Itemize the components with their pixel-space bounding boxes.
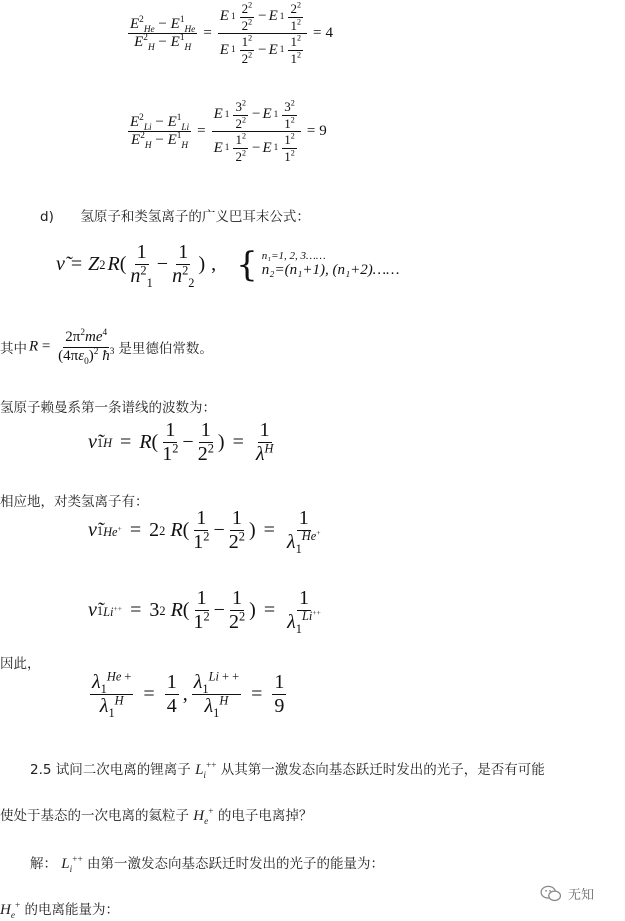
lyman-he-equation: ν̃ 1 He+ = 2 2 R ( $\frac{1}{1^2}$ − $\frac{1}{2^2}$ ) = $\frac{1}{\lambda_1^{He^+}}$ (88, 507, 321, 556)
watermark-label: 无知 (568, 888, 595, 903)
lyman-li-equation: ν̃ 1 Li++ = 3 2 R ( $\frac{1}{1^2}$ − $\frac{1}{2^2}$ ) = $\frac{1}{\lambda_1^{Li^{++}}}$ (88, 587, 321, 636)
ratio-he-den: 4 (166, 695, 177, 717)
equation-li-ratio: $\frac{E^2_{Li} - E^1_{Li}}{E^2_H - E^1_H}$ = E 1 $\frac{3^2}{2^2}$ − E 1 $\frac{3^2}{1^2}$ E 1 $\frac{1^2}{2^2}$ − E 1 $\frac{1^2}{1^2}$ = 9 (130, 98, 327, 164)
lyman-h-equation: ν̃ 1 H = R ( $\frac{1}{1^2}$ − $\frac{1}{2^2}$ ) = $\frac{1}{\lambda^H}$ (88, 419, 274, 465)
li-ratio-result: 9 (319, 123, 327, 140)
watermark (540, 884, 594, 903)
balmer-formula: ν̃ = Z 2 R ( $\frac{1}{n^2_1}$ − $\frac{1}{n^2_2}$ ) , { n₁=1, 2, 3…… n₂=(n₁+1), (n₁+2)…… (56, 241, 400, 290)
item-d-label: d) (40, 209, 54, 225)
problem-25-start: 2.5 试问二次电离的锂离子 (30, 762, 191, 778)
problem-25-cont: 使处于基态的一次电离的氦粒子 (0, 808, 189, 824)
li-lhs-fraction: $\frac{E^2_{Li} - E^1_{Li}}{E^2_H - E^1_H}$ (130, 112, 190, 152)
balmer-n2-range: n₂=(n₁+1), (n₁+2)…… (261, 262, 400, 279)
he-lhs-fraction: $\frac{E^2_{He} - E^1_{He}}{E^2_H - E^1_H}$ (130, 14, 196, 54)
he-rhs-fraction: E 1 $\frac{2^2}{2^2}$ − E 1 $\frac{2^2}{1^2}$ E 1 $\frac{1^2}{2^2}$ − E 1 $\frac{1^2}{1^2}$ (218, 2, 307, 66)
therefore-text: 因此， (0, 656, 41, 672)
problem-25-line1: 2.5 试问二次电离的锂离子 $L_i^{++}$ 从其第一激发态向基态跃迁时发出的光子，是否有可能 (30, 761, 545, 781)
solution-label: 解： (30, 856, 57, 872)
rydberg-line: 其中 R = $\frac{2\pi^2me^4}{(4\pi\varepsilon_0)^2 ħ^3}$ 是里德伯常数。 (0, 328, 213, 367)
lyman-h-text: 氢原子赖曼系第一条谱线的波数为： (0, 400, 216, 416)
ratio-he-num: 1 (166, 671, 177, 693)
li-rhs-fraction: E 1 $\frac{3^2}{2^2}$ − E 1 $\frac{3^2}{1^2}$ E 1 $\frac{1^2}{2^2}$ − E 1 $\frac{1^2}{1^2}$ (212, 100, 301, 164)
balmer-n1-range: n₁=1, 2, 3…… (261, 249, 326, 262)
ionization-text: 的电离能量为： (24, 902, 120, 918)
solution-text: 由第一激发态向基态跃迁时发出的光子的能量为： (87, 856, 385, 872)
rydberg-suffix: 是里德伯常数。 (118, 341, 213, 358)
problem-25-mid: 从其第一激发态向基态跃迁时发出的光子，是否有可能 (220, 762, 545, 778)
ratio-li-num: 1 (274, 671, 285, 693)
wechat-icon (540, 885, 562, 903)
ratio-li-den: 9 (274, 695, 285, 717)
ionization-line: $H_e^+$ 的电离能量为： (0, 901, 120, 921)
he-ratio-result: 4 (325, 25, 333, 42)
equation-he-ratio: $\frac{E^2_{He} - E^1_{He}}{E^2_H - E^1_H}$ = E 1 $\frac{2^2}{2^2}$ − E 1 $\frac{2^2}{1^2}$ E 1 $\frac{1^2}{2^2}$ − E 1 $\frac{1^2}{1^2}$ = 4 (130, 0, 333, 66)
rydberg-fraction: $\frac{2\pi^2me^4}{(4\pi\varepsilon_0)^2 ħ^3}$ (58, 328, 115, 367)
item-d-heading (40, 205, 310, 225)
problem-25-line2: 使处于基态的一次电离的氦粒子 $H_e^+$ 的电子电离掉？ (0, 807, 313, 827)
item-d-text: 氢原子和类氢离子的广义巴耳末公式： (80, 209, 310, 225)
correspondingly-text: 相应地，对类氢离子有： (0, 494, 149, 510)
rydberg-prefix: 其中 (0, 341, 27, 358)
lambda-ratio-equation: $\frac{\lambda_1^{He +}}{\lambda_1^H}$ = $\frac{1}{4}$ , $\frac{\lambda_1^{Li + +}}{\lambda_1^H}$ = $\frac{1}{9}$ (92, 669, 285, 720)
problem-25-end: 的电子电离掉？ (217, 808, 313, 824)
solution-line: 解： $L_i^{++}$ 由第一激发态向基态跃迁时发出的光子的能量为： (30, 855, 385, 875)
